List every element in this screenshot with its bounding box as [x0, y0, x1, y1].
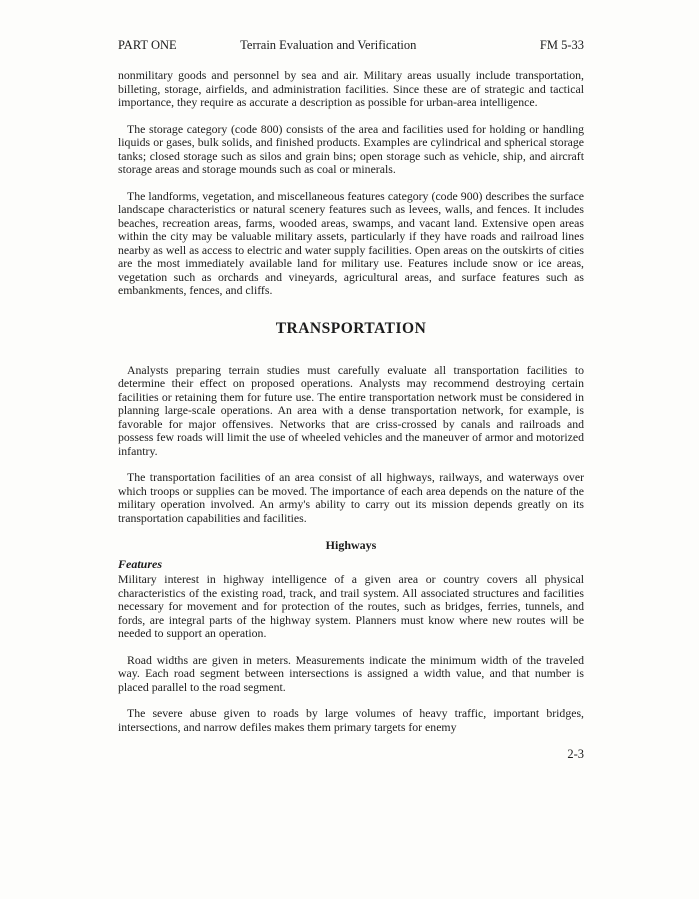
- page-header: [118, 38, 584, 53]
- paragraph-storage-category: The storage category (code 800) consists of the area and facilities used for holding or handling liquids or gases, bulk solids, and finished products. Examples are cylindrical and spherical storage tanks; closed storage such as silos and grain bins; open storage such as vehicle, ship, and aircraft storage areas and storage mounds such as coal or minerals.: [118, 121, 584, 176]
- paragraph-analysts: Analysts preparing terrain studies must carefully evaluate all transportation facilities to determine their effect on proposed operations. Analysts may recommend destroying certain facilities or retaining them for future use. The entire transportation network must be considered in planning large-scale operations. An area with a dense transportation network, for example, is favorable for major offensives. Networks that are criss-crossed by canals and railroads and possess few roads will limit the use of wheeled vehicles and the maneuver of armor and motorized infantry.: [118, 362, 584, 458]
- page-content: [118, 38, 584, 762]
- subheading-highways: Highways: [325, 538, 377, 552]
- body-text: [118, 69, 584, 762]
- paragraph-landforms-category: The landforms, vegetation, and miscellaneous features category (code 900) describes the surface landscape characteristics or natural scenery features such as levees, walls, and fences. It includes beaches, recreation areas, farms, wooded areas, swamps, and vacant land. Extensive open areas within the city may be valuable military assets, particularly if they have roads and railroad lines nearby as well as access to electric and water supply facilities. Open areas on the outskirts of cities are the most immediately available land for military use. Features include snow or ice areas, vegetation such as orchards and vineyards, agricultural areas, and surface features such as embankments, fences, and cliffs.: [118, 188, 584, 297]
- page-number: 2-3: [567, 747, 584, 761]
- paragraph-military-interest: Military interest in highway intelligence of a given area or country covers all physical characteristics of the existing road, track, and trail system. All associated structures and facilities necessary for movement and for protection of the routes, such as bridges, ferries, tunnels, and fords, are integral parts of the highway system. Planners must know where new routes will be needed to support an operation.: [118, 572, 584, 640]
- subheading-features: Features: [118, 557, 163, 571]
- header-manual-number: FM 5-33: [539, 38, 584, 52]
- section-heading-transportation: TRANSPORTATION: [275, 319, 427, 337]
- header-part-label: PART ONE: [118, 38, 177, 52]
- paragraph-road-widths: Road widths are given in meters. Measurements indicate the minimum width of the traveled way. Each road segment between intersections is assigned a width value, and that number is placed parallel to the road segment.: [118, 652, 584, 694]
- header-title: Terrain Evaluation and Verification: [240, 38, 417, 52]
- paragraph-transportation-facilities: The transportation facilities of an area consist of all highways, railways, and waterways over which troops or supplies can be moved. The importance of each area depends on the nature of the military operation involved. An army's ability to carry out its mission depends greatly on its transportation capabilities and facilities.: [118, 470, 584, 525]
- paragraph-continuation: nonmilitary goods and personnel by sea and air. Military areas usually include transportation, billeting, storage, airfields, and administration facilities. Since these are of strategic and tactical importance, they require as accurate a description as possible for urban-area intelligence.: [118, 68, 584, 109]
- paragraph-severe-abuse: The severe abuse given to roads by large volumes of heavy traffic, important bridges, intersections, and narrow defiles makes them primary targets for enemy: [118, 706, 584, 734]
